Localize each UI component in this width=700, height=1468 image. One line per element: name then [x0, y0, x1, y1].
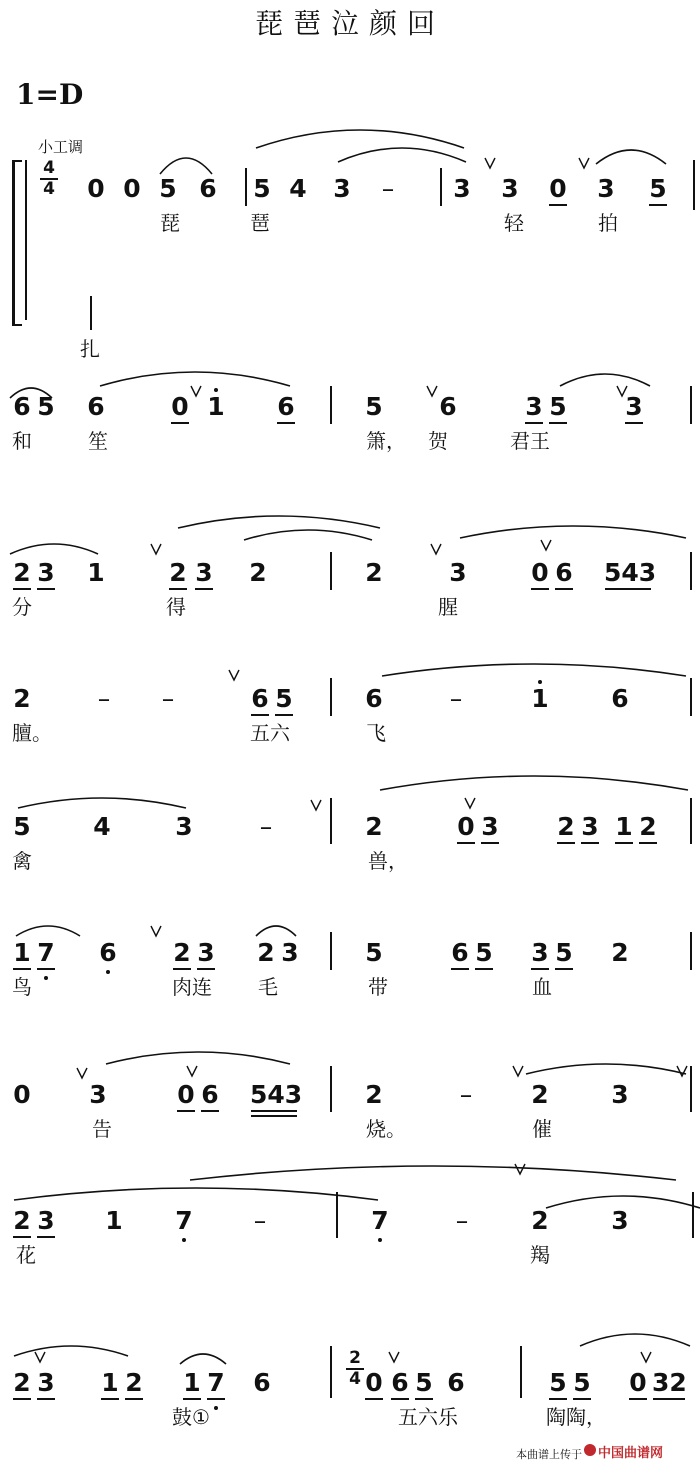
lyric: 血	[532, 975, 552, 999]
breath-mark	[427, 386, 437, 396]
note: 6	[391, 1368, 409, 1397]
note-digit: 1	[531, 684, 549, 713]
note: –	[459, 1080, 473, 1109]
slur	[244, 530, 372, 540]
slur	[180, 1354, 226, 1364]
slur	[580, 1334, 690, 1346]
note: 2	[365, 558, 383, 587]
note: 2	[13, 558, 31, 587]
site-logo: 中国曲谱网	[598, 1446, 664, 1461]
note: 2	[125, 1368, 143, 1397]
note: –	[161, 684, 175, 713]
note: 5	[275, 684, 293, 713]
note: 1	[615, 812, 633, 841]
note: 5	[159, 174, 177, 203]
system-bracket-line	[25, 160, 27, 320]
note: 4	[289, 174, 307, 203]
note: 0	[87, 174, 105, 203]
slur	[100, 372, 290, 386]
lyric: 催	[532, 1117, 552, 1141]
note: 3	[37, 1206, 55, 1235]
note: 5	[549, 392, 567, 421]
tune-label: 小工调	[38, 138, 84, 156]
note: 6	[251, 684, 269, 713]
barline	[440, 168, 442, 206]
barline	[690, 932, 692, 970]
slur	[178, 516, 380, 528]
lyric: 五六乐	[398, 1405, 458, 1429]
low-octave-dot	[44, 976, 48, 980]
low-octave-dot	[106, 970, 110, 974]
note: 5	[415, 1368, 433, 1397]
lyric: 羯	[530, 1243, 550, 1267]
note: 5	[555, 938, 573, 967]
slur	[106, 1052, 290, 1064]
slur	[338, 148, 466, 162]
note: 0	[549, 174, 567, 203]
barline	[330, 798, 332, 844]
note-digit: 1	[207, 392, 225, 421]
lyric: 肉连	[172, 975, 212, 999]
note: 1	[105, 1206, 123, 1235]
note: 7	[36, 940, 56, 965]
note: 0	[13, 1080, 31, 1109]
note: 0	[629, 1368, 647, 1397]
note: –	[97, 684, 111, 713]
note: 2	[173, 938, 191, 967]
note: 5	[573, 1368, 591, 1397]
note: –	[253, 1206, 267, 1235]
lyric: 禽	[12, 849, 32, 873]
note: 6	[365, 684, 383, 713]
slur	[560, 374, 650, 386]
barline	[245, 168, 247, 206]
note: 543	[604, 558, 657, 587]
system-bracket	[12, 160, 22, 326]
barline	[330, 552, 332, 590]
time-signature-bottom: 4	[349, 1369, 361, 1389]
breath-mark	[77, 1068, 87, 1078]
lyric: 鸟	[12, 975, 32, 999]
note: 2	[611, 938, 629, 967]
breath-mark	[431, 544, 441, 554]
lyric: 烧。	[366, 1117, 406, 1141]
note: 3	[625, 392, 643, 421]
note: 5	[549, 1368, 567, 1397]
breath-mark	[191, 386, 201, 396]
note: 5	[13, 812, 31, 841]
note: 2	[13, 684, 31, 713]
lyric: 贺	[428, 429, 448, 453]
time-signature-top: 4	[43, 158, 55, 178]
time-signature	[40, 160, 58, 198]
note: 3	[449, 558, 467, 587]
note: 6	[201, 1080, 219, 1109]
note: 4	[93, 812, 111, 841]
note: 3	[611, 1206, 629, 1235]
low-octave-dot	[214, 1406, 218, 1410]
note	[530, 686, 550, 711]
note: 543	[250, 1080, 303, 1109]
note: 3	[89, 1080, 107, 1109]
note: 3	[175, 812, 193, 841]
lyric: 轻	[504, 211, 524, 235]
lyric: 腥	[438, 595, 458, 619]
note: 6	[555, 558, 573, 587]
slur	[460, 526, 686, 538]
breath-mark	[677, 1066, 687, 1076]
barline	[330, 678, 332, 716]
lyric: 拍	[598, 211, 618, 235]
lyric: 飞	[366, 721, 386, 745]
note: 2	[557, 812, 575, 841]
note: 3	[333, 174, 351, 203]
note: 2	[365, 812, 383, 841]
time-signature-top: 2	[349, 1348, 361, 1368]
low-octave-dot	[182, 1238, 186, 1242]
note: 3	[501, 174, 519, 203]
note: 6	[199, 174, 217, 203]
breath-mark	[151, 926, 161, 936]
slur	[256, 130, 464, 148]
lyric: 花	[16, 1243, 36, 1267]
note: 2	[531, 1080, 549, 1109]
barline	[90, 296, 92, 330]
note: 0	[365, 1368, 383, 1397]
note: 6	[98, 940, 118, 965]
breath-mark	[641, 1352, 651, 1362]
low-octave-dot	[378, 1238, 382, 1242]
breath-mark	[515, 1164, 525, 1174]
note: 1	[101, 1368, 119, 1397]
slur	[190, 1166, 676, 1180]
note: 3	[197, 938, 215, 967]
lyric: 君王	[510, 429, 550, 453]
high-octave-dot	[538, 680, 542, 684]
note: 7	[206, 1370, 226, 1395]
note: –	[381, 174, 395, 203]
breath-mark	[541, 540, 551, 550]
note: 1	[13, 938, 31, 967]
slur	[14, 1188, 378, 1200]
note: 3	[525, 392, 543, 421]
slur	[380, 776, 688, 790]
lyric: 陶陶，	[546, 1405, 606, 1429]
key-signature: 1=D	[16, 78, 84, 111]
note: 3	[481, 812, 499, 841]
lyric: 分	[12, 595, 32, 619]
note: 2	[257, 938, 275, 967]
barline	[692, 1192, 694, 1238]
barline	[330, 386, 332, 424]
slur	[16, 926, 80, 936]
lyric: 琶	[250, 211, 270, 235]
note: 0	[171, 392, 189, 421]
note: 2	[13, 1206, 31, 1235]
barline	[693, 160, 695, 210]
lyric: 笙	[88, 429, 108, 453]
lyric: 和	[12, 429, 32, 453]
note: 5	[649, 174, 667, 203]
note: 3	[531, 938, 549, 967]
note: 0	[123, 174, 141, 203]
site-logo-mark	[584, 1444, 596, 1456]
note: 5	[475, 938, 493, 967]
note: 6	[13, 392, 31, 421]
note: 0	[177, 1080, 195, 1109]
note: 2	[531, 1206, 549, 1235]
note: 2	[365, 1080, 383, 1109]
slur	[256, 926, 296, 936]
note: 3	[581, 812, 599, 841]
lyric: 五六	[250, 721, 290, 745]
breath-mark	[311, 800, 321, 810]
note: 2	[639, 812, 657, 841]
note: 5	[365, 938, 383, 967]
barline	[690, 386, 692, 424]
note: 5	[253, 174, 271, 203]
note: –	[259, 812, 273, 841]
note: 7	[174, 1208, 194, 1233]
lyric: 膻。	[12, 721, 52, 745]
note: 6	[611, 684, 629, 713]
barline	[690, 1066, 692, 1112]
note: 6	[87, 392, 105, 421]
note: 6	[447, 1368, 465, 1397]
barline	[330, 1066, 332, 1112]
note: 6	[277, 392, 295, 421]
barline	[690, 678, 692, 716]
lyric: 毛	[258, 975, 278, 999]
note: 3	[37, 558, 55, 587]
barline	[690, 798, 692, 844]
lyric: 箫，	[366, 429, 406, 453]
note: 3	[281, 938, 299, 967]
breath-mark	[389, 1352, 399, 1362]
slur	[10, 544, 98, 554]
score-title: 琵琶泣颜回	[254, 7, 445, 40]
footer-text: 本曲谱上传于	[516, 1448, 582, 1461]
lyric: 告	[92, 1117, 112, 1141]
note: 5	[365, 392, 383, 421]
breath-mark	[485, 158, 495, 168]
note: 3	[195, 558, 213, 587]
note: 3	[453, 174, 471, 203]
barline	[520, 1346, 522, 1398]
breath-mark	[35, 1352, 45, 1362]
note: 6	[253, 1368, 271, 1397]
note: 2	[169, 558, 187, 587]
note: 1	[183, 1368, 201, 1397]
note: 2	[13, 1368, 31, 1397]
time-signature-bottom: 4	[43, 179, 55, 199]
lyric: 兽，	[368, 849, 408, 873]
note: –	[455, 1206, 469, 1235]
barline	[330, 1346, 332, 1398]
note: 5	[37, 392, 55, 421]
breath-mark	[151, 544, 161, 554]
note: 7	[370, 1208, 390, 1233]
lyric: 带	[368, 975, 388, 999]
note: 0	[457, 812, 475, 841]
note: 6	[451, 938, 469, 967]
slur	[596, 150, 666, 164]
lyric: 鼓①	[172, 1405, 210, 1429]
breath-mark	[187, 1066, 197, 1076]
note: 2	[249, 558, 267, 587]
breath-mark	[229, 670, 239, 680]
slur	[526, 1064, 686, 1074]
slur	[14, 1346, 128, 1356]
note: 32	[652, 1368, 687, 1397]
barline	[336, 1192, 338, 1238]
note: 3	[37, 1368, 55, 1397]
lyric: 得	[166, 595, 186, 619]
barline	[690, 552, 692, 590]
slur	[382, 664, 686, 676]
note: 1	[87, 558, 105, 587]
extra-lyric: 扎	[80, 337, 100, 361]
breath-mark	[465, 798, 475, 808]
note: 0	[531, 558, 549, 587]
note: 6	[439, 392, 457, 421]
slur	[18, 798, 186, 808]
note: –	[449, 684, 463, 713]
note: 3	[611, 1080, 629, 1109]
note: 3	[597, 174, 615, 203]
breath-mark	[579, 158, 589, 168]
time-signature-2	[346, 1350, 364, 1388]
high-octave-dot	[214, 388, 218, 392]
slur	[160, 158, 212, 174]
lyric: 琵	[160, 211, 180, 235]
barline	[330, 932, 332, 970]
note	[206, 394, 226, 419]
breath-mark	[513, 1066, 523, 1076]
